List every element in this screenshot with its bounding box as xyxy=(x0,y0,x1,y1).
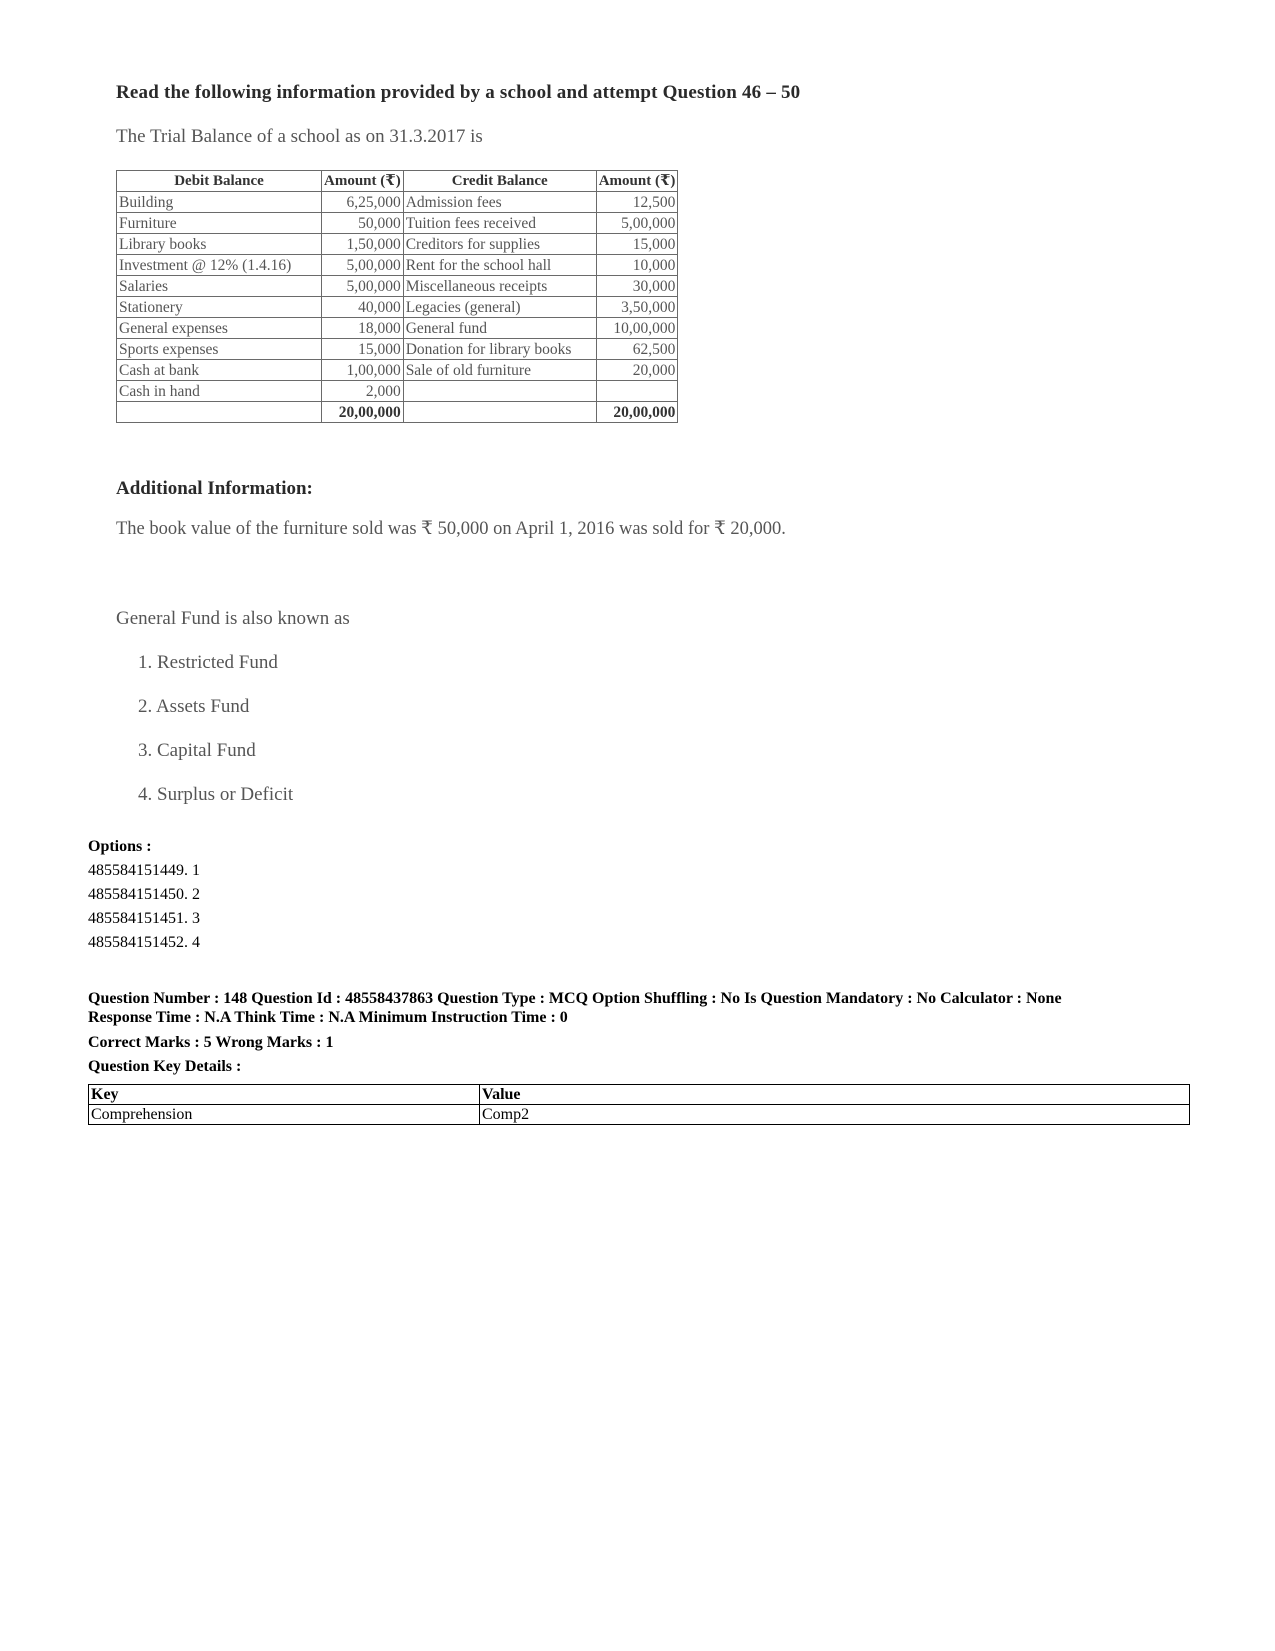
choice-1: 1. Restricted Fund xyxy=(138,652,278,673)
amount-2-cell: 30,000 xyxy=(596,276,678,297)
amount-2-cell: 62,500 xyxy=(596,339,678,360)
table-row xyxy=(117,276,678,297)
choice-2: 2. Assets Fund xyxy=(138,696,250,717)
marks-line: Correct Marks : 5 Wrong Marks : 1 xyxy=(88,1034,334,1051)
option-item-1: 485584151449. 1 xyxy=(88,862,200,879)
debit-cell: Cash at bank xyxy=(117,360,322,381)
amount-1-cell: 15,000 xyxy=(322,339,404,360)
debit-cell: Stationery xyxy=(117,297,322,318)
table-row xyxy=(117,297,678,318)
amount-1-cell: 5,00,000 xyxy=(322,276,404,297)
table-row xyxy=(117,192,678,213)
question-text: General Fund is also known as xyxy=(116,608,350,629)
additional-info-heading: Additional Information: xyxy=(116,478,313,499)
question-image xyxy=(0,0,900,830)
options-label: Options : xyxy=(88,838,152,855)
amount-1-cell: 18,000 xyxy=(322,318,404,339)
value-cell: Comp2 xyxy=(480,1105,1190,1125)
choice-3: 3. Capital Fund xyxy=(138,740,256,761)
table-row xyxy=(117,255,678,276)
credit-cell: Tuition fees received xyxy=(403,213,596,234)
amount-1-cell: 1,00,000 xyxy=(322,360,404,381)
passage-heading: Read the following information provided by a school and attempt Question 46 – 50 xyxy=(116,82,801,103)
debit-cell: Cash in hand xyxy=(117,381,322,402)
table-row xyxy=(117,360,678,381)
amount-2-cell: 10,000 xyxy=(596,255,678,276)
trial-balance-table xyxy=(116,170,678,423)
amount-1-cell: 5,00,000 xyxy=(322,255,404,276)
amount-1-cell: 50,000 xyxy=(322,213,404,234)
key-header: Key xyxy=(89,1085,480,1105)
header-amount-2: Amount (₹) xyxy=(596,171,678,192)
credit-cell: Admission fees xyxy=(403,192,596,213)
key-cell: Comprehension xyxy=(89,1105,480,1125)
table-row xyxy=(117,339,678,360)
debit-cell: Library books xyxy=(117,234,322,255)
credit-cell: General fund xyxy=(403,318,596,339)
amount-2-cell: 10,00,000 xyxy=(596,318,678,339)
trial-balance-header-row xyxy=(117,171,678,192)
table-row xyxy=(117,318,678,339)
option-item-2: 485584151450. 2 xyxy=(88,886,200,903)
total-amount-2: 20,00,000 xyxy=(596,402,678,423)
value-header: Value xyxy=(480,1085,1190,1105)
table-row xyxy=(117,213,678,234)
amount-2-cell xyxy=(596,381,678,402)
additional-info-text: The book value of the furniture sold was ₹ 50,000 on April 1, 2016 was sold for ₹ 20,000. xyxy=(116,519,786,539)
credit-cell: Creditors for supplies xyxy=(403,234,596,255)
table-row xyxy=(117,234,678,255)
amount-1-cell: 40,000 xyxy=(322,297,404,318)
question-meta-line-2: Response Time : N.A Think Time : N.A Minimum Instruction Time : 0 xyxy=(88,1009,568,1026)
amount-2-cell: 12,500 xyxy=(596,192,678,213)
key-details-label: Question Key Details : xyxy=(88,1058,242,1075)
choice-4: 4. Surplus or Deficit xyxy=(138,784,294,805)
header-debit: Debit Balance xyxy=(117,171,322,192)
option-item-3: 485584151451. 3 xyxy=(88,910,200,927)
debit-cell: Sports expenses xyxy=(117,339,322,360)
credit-cell: Rent for the school hall xyxy=(403,255,596,276)
amount-2-cell: 3,50,000 xyxy=(596,297,678,318)
table-row xyxy=(89,1105,1190,1125)
amount-2-cell: 20,000 xyxy=(596,360,678,381)
credit-cell: Miscellaneous receipts xyxy=(403,276,596,297)
amount-1-cell: 1,50,000 xyxy=(322,234,404,255)
debit-cell: Salaries xyxy=(117,276,322,297)
debit-cell: Building xyxy=(117,192,322,213)
debit-cell: General expenses xyxy=(117,318,322,339)
total-amount-1: 20,00,000 xyxy=(322,402,404,423)
debit-cell: Furniture xyxy=(117,213,322,234)
total-blank-2 xyxy=(403,402,596,423)
credit-cell xyxy=(403,381,596,402)
credit-cell: Sale of old furniture xyxy=(403,360,596,381)
key-details-header-row xyxy=(89,1085,1190,1105)
key-details-table xyxy=(88,1084,1190,1125)
credit-cell: Legacies (general) xyxy=(403,297,596,318)
amount-2-cell: 15,000 xyxy=(596,234,678,255)
passage-subheading: The Trial Balance of a school as on 31.3.2017 is xyxy=(116,126,483,147)
option-item-4: 485584151452. 4 xyxy=(88,934,200,951)
amount-2-cell: 5,00,000 xyxy=(596,213,678,234)
trial-balance-total-row xyxy=(117,402,678,423)
header-amount-1: Amount (₹) xyxy=(322,171,404,192)
amount-1-cell: 6,25,000 xyxy=(322,192,404,213)
header-credit: Credit Balance xyxy=(403,171,596,192)
question-meta-line-1: Question Number : 148 Question Id : 48558437863 Question Type : MCQ Option Shuffling : No Is Question Mandatory : No Calculator : None xyxy=(88,990,1062,1007)
table-row xyxy=(117,381,678,402)
amount-1-cell: 2,000 xyxy=(322,381,404,402)
credit-cell: Donation for library books xyxy=(403,339,596,360)
debit-cell: Investment @ 12% (1.4.16) xyxy=(117,255,322,276)
total-blank-1 xyxy=(117,402,322,423)
